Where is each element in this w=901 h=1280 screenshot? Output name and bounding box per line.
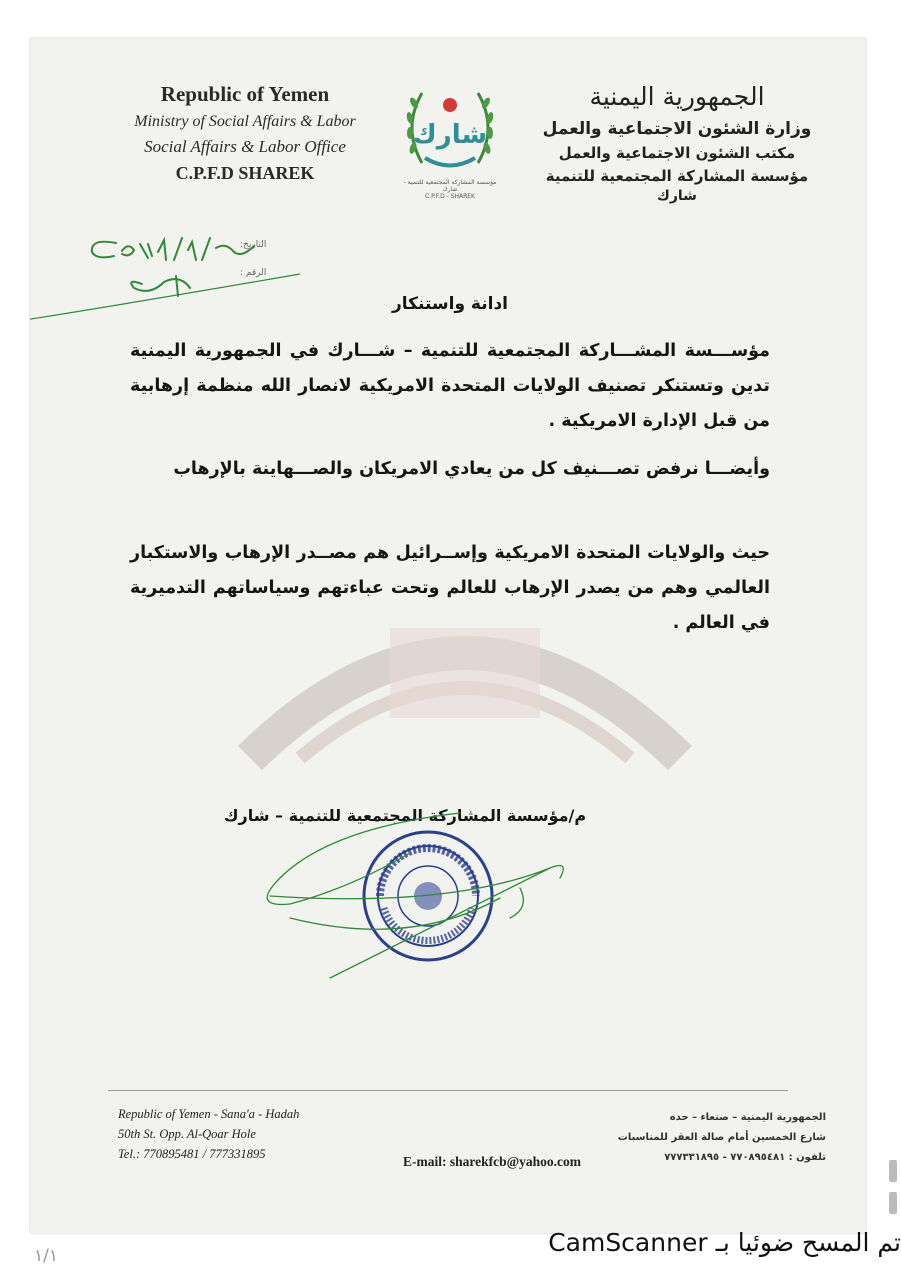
camscanner-watermark (548, 1228, 901, 1262)
footer-arabic-line-2: شارع الخمسين أمام صالة العقر للمناسبات (617, 1132, 826, 1143)
number-label: الرقم : (240, 268, 267, 278)
letterhead-english (110, 82, 380, 184)
footer-arabic-line-3: تلفون : ٧٧٠٨٩٥٤٨١ - ٧٧٧٣٣١٨٩٥ (664, 1152, 826, 1163)
logo-text: شارك (412, 120, 488, 150)
letterhead-org: C.P.F.D SHAREK (175, 163, 315, 183)
footer-email: E-mail: sharekfcb@yahoo.com (402, 1154, 582, 1169)
footer-address-arabic (586, 1108, 826, 1168)
letter-paragraph-3: حيث والولايات المتحدة الامريكية وإســرائيل هم مصــدر الإرهاب والاستكبار العالمي وهم من يصدر الإرهاب للعالم وتحت عباءتهم وسياساتهم التدميرية في العالم . (130, 543, 770, 633)
footer-address-english (118, 1104, 378, 1164)
footer-arabic-line-1: الجمهورية اليمنية – صنعاء – حده (669, 1112, 826, 1123)
page-counter: ١/١ (34, 1246, 58, 1266)
letter-title: ادانة واستنكار (391, 294, 509, 314)
letterhead-office: Social Affairs & Labor Office (144, 137, 346, 156)
org-logo (400, 83, 500, 201)
letterhead-arabic-org: مؤسسة المشاركة المجتمعية للتنمية (545, 167, 809, 185)
footer-english-line-2: 50th St. Opp. Al-Qoar Hole (118, 1127, 256, 1141)
edge-marker-2 (889, 1192, 897, 1214)
logo-caption-arabic: مؤسسة المشاركة المجتمعية للتنمية - شارك (403, 179, 497, 193)
letterhead-ministry: Ministry of Social Affairs & Labor (134, 113, 356, 130)
footer-divider (108, 1090, 788, 1091)
letterhead-country: Republic of Yemen (160, 82, 330, 106)
logo-caption-english: C.P.F.D - SHAREK (424, 193, 475, 200)
letterhead-arabic-ministry: وزارة الشئون الاجتماعية والعمل (542, 119, 812, 139)
camscanner-prefix: تم المسح ضوئيا بـ (715, 1228, 901, 1257)
letter-paragraph-1: مؤســـسة المشـــاركة المجتمعية للتنمية – شـــارك في الجمهورية اليمنية تدين وتستنكر تصنيف الولايات المتحدة الامريكية لانصار الله منظمة إرهابية من قبل الإدارة الامريكية . (130, 341, 770, 431)
edge-marker-1 (889, 1160, 897, 1182)
date-label: التاريخ: (240, 240, 267, 250)
official-stamp (360, 828, 496, 964)
camscanner-label: CamScanner (548, 1228, 708, 1257)
letterhead-arabic-short-name: شارك (657, 188, 697, 204)
letterhead-arabic-country: الجمهورية اليمنية (589, 82, 765, 111)
letterhead-arabic-office: مكتب الشئون الاجتماعية والعمل (558, 144, 796, 162)
letter-paragraph-2: وأيضـــا نرفض تصـــنيف كل من يعادي الامريكان والصـــهاينة بالإرهاب (173, 459, 770, 479)
date-number-block (90, 228, 290, 298)
letter-page (30, 38, 866, 1233)
signature-line: م/مؤسسة المشاركة المجتمعية للتنمية – شارك (223, 806, 587, 825)
footer-english-line-1: Republic of Yemen - Sana'a - Hadah (118, 1107, 300, 1121)
sharek-logo-icon (400, 83, 500, 175)
footer-english-line-3: Tel.: 770895481 / 777331895 (118, 1147, 266, 1161)
letterhead-arabic (532, 82, 822, 204)
